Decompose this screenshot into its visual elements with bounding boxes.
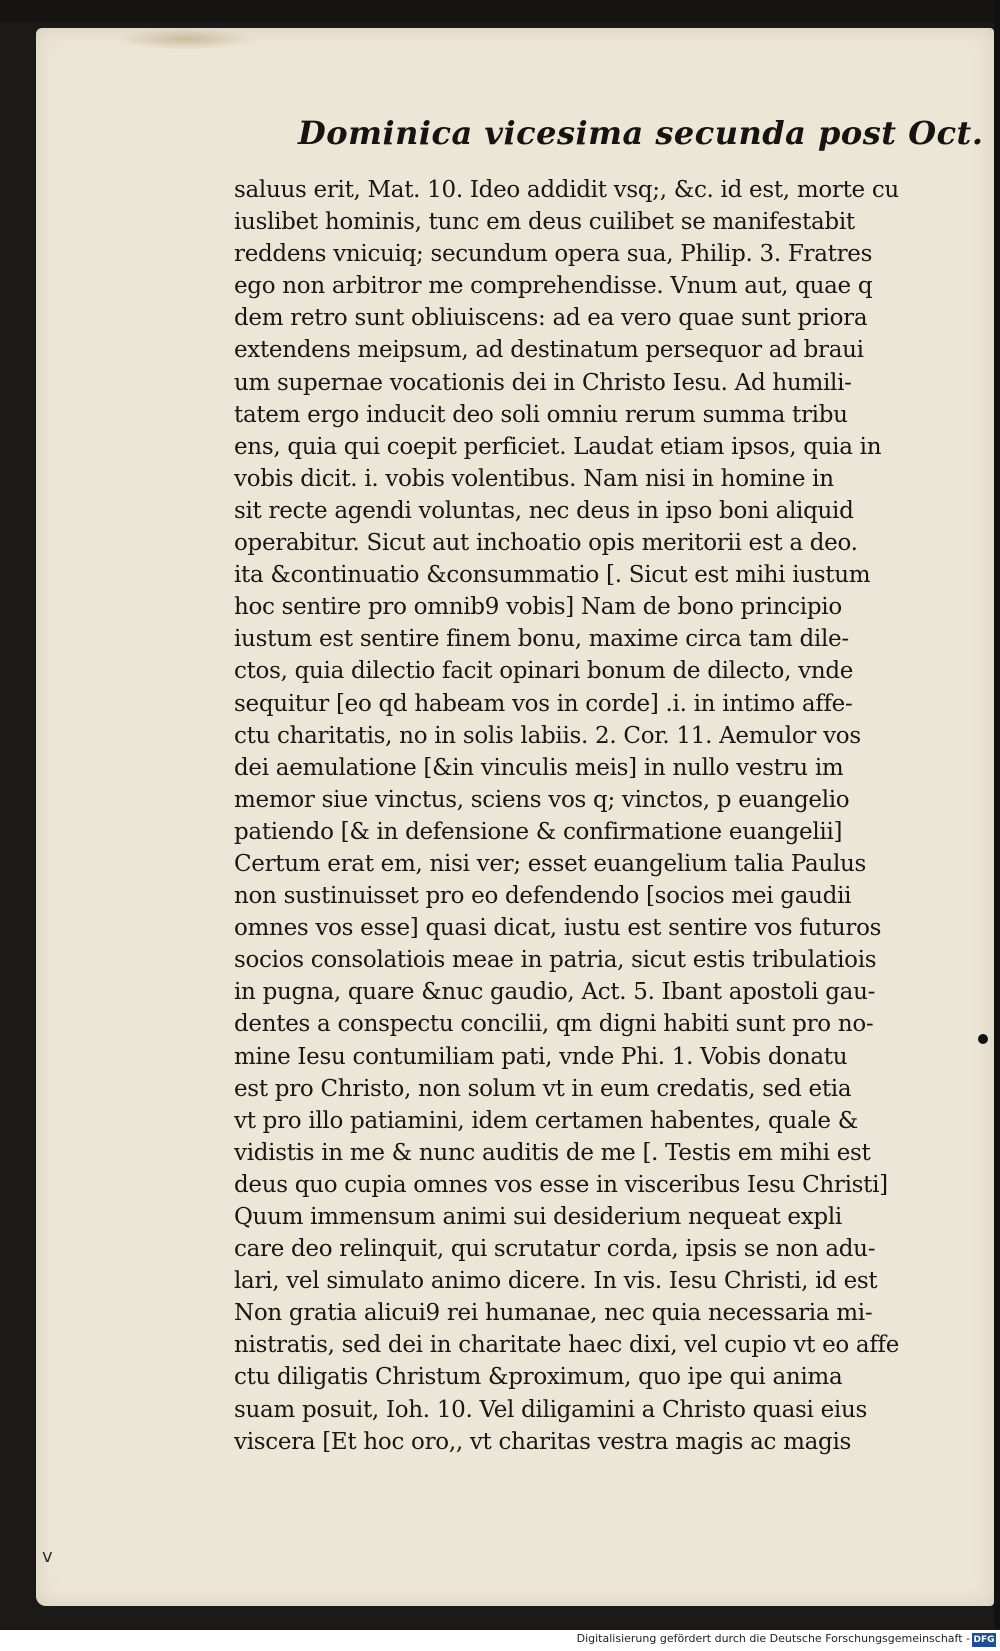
text-line: dem retro sunt obliuiscens: ad ea vero quae sunt priora <box>234 305 868 332</box>
footer-bar <box>0 1630 1000 1651</box>
text-line: dentes a conspectu concilii, qm digni habiti sunt pro no- <box>234 1011 874 1038</box>
funding-credit: Digitalisierung gefördert durch die Deutsche Forschungsgemeinschaft - <box>576 1632 970 1645</box>
text-line: dei aemulatione [&in vinculis meis] in nullo vestru im <box>234 754 844 781</box>
text-line: suam posuit, Ioh. 10. Vel diligamini a Christo quasi eius <box>234 1396 867 1423</box>
running-head: Dominica vicesima secunda post Oct. <box>298 114 984 152</box>
text-line: ita &continuatio &consummatio [. Sicut est mihi iustum <box>234 562 871 589</box>
text-line: Non gratia alicui9 rei humanae, nec quia necessaria mi- <box>234 1300 873 1327</box>
text-line: iuslibet hominis, tunc em deus cuilibet se manifestabit <box>234 209 855 236</box>
text-line: omnes vos esse] quasi dicat, iustu est sentire vos futuros <box>234 915 882 942</box>
text-line: operabitur. Sicut aut inchoatio opis meritorii est a deo. <box>234 530 858 557</box>
text-line: ctu charitatis, no in solis labiis. 2. Cor. 11. Aemulor vos <box>234 722 861 749</box>
text-line: saluus erit, Mat. 10. Ideo addidit vsq;, &c. id est, morte cu <box>234 177 899 203</box>
text-line: Certum erat em, nisi ver; esset euangelium talia Paulus <box>234 850 867 877</box>
dfg-logo: DFG <box>973 1635 995 1645</box>
text-line: tatem ergo inducit deo soli omniu rerum summa tribu <box>234 401 848 428</box>
text-line: nistratis, sed dei in charitate haec dixi, vel cupio vt eo affe <box>234 1332 900 1359</box>
text-line: extendens meipsum, ad destinatum persequor ad braui <box>234 337 864 364</box>
text-line: Quum immensum animi sui desiderium nequeat expli <box>234 1204 842 1230</box>
text-line: memor siue vinctus, sciens vos q; vinctos, p euangelio <box>234 786 850 813</box>
text-line: ego non arbitror me comprehendisse. Vnum aut, quae q <box>234 273 873 300</box>
text-line: sequitur [eo qd habeam vos in corde] .i. in intimo affe- <box>234 690 853 717</box>
text-line: um supernae vocationis dei in Christo Iesu. Ad humili- <box>234 369 852 396</box>
body-text <box>234 174 974 1458</box>
text-line: ctu diligatis Christum &proximum, quo ipe qui anima <box>234 1364 843 1391</box>
text-line: vt pro illo patiamini, idem certamen habentes, quale & <box>234 1107 858 1134</box>
text-line: care deo relinquit, qui scrutatur corda, ipsis se non adu- <box>234 1236 876 1263</box>
corner-mark: v <box>42 1546 53 1567</box>
text-line: non sustinuisset pro eo defendendo [socios mei gaudii <box>234 883 852 910</box>
text-line: mine Iesu contumiliam pati, vnde Phi. 1. Vobis donatu <box>234 1043 848 1070</box>
text-line: sit recte agendi voluntas, nec deus in ipso boni aliquid <box>234 497 854 524</box>
text-line: deus quo cupia omnes vos esse in visceribus Iesu Christi] <box>234 1171 888 1198</box>
scan-frame-right <box>994 0 1000 1651</box>
book-page <box>36 28 994 1606</box>
text-line: lari, vel simulato animo dicere. In vis. Iesu Christi, id est <box>234 1268 878 1295</box>
text-line: viscera [Et hoc oro,, vt charitas vestra magis ac magis <box>234 1428 852 1455</box>
text-line: reddens vnicuiq; secundum opera sua, Philip. 3. Fratres <box>234 241 873 268</box>
scan-frame-top <box>0 0 1000 22</box>
text-line: iustum est sentire finem bonu, maxime circa tam dile- <box>234 626 849 653</box>
text-line: est pro Christo, non solum vt in eum credatis, sed etia <box>234 1075 852 1102</box>
text-line: patiendo [& in defensione & confirmatione euangelii] <box>234 818 843 845</box>
text-line: ctos, quia dilectio facit opinari bonum de dilecto, vnde <box>234 658 854 685</box>
text-line: socios consolatiois meae in patria, sicut estis tribulatiois <box>234 947 877 974</box>
text-line: in pugna, quare &nuc gaudio, Act. 5. Ibant apostoli gau- <box>234 979 876 1006</box>
text-line: hoc sentire pro omnib9 vobis] Nam de bono principio <box>234 594 842 621</box>
text-line: ens, quia qui coepit perficiet. Laudat etiam ipsos, quia in <box>234 433 882 460</box>
margin-ink-dot <box>978 1034 988 1044</box>
paper-stain <box>116 28 256 50</box>
text-line: vidistis in me & nunc auditis de me [. Testis em mihi est <box>234 1139 871 1166</box>
text-line: vobis dicit. i. vobis volentibus. Nam nisi in homine in <box>234 465 834 492</box>
